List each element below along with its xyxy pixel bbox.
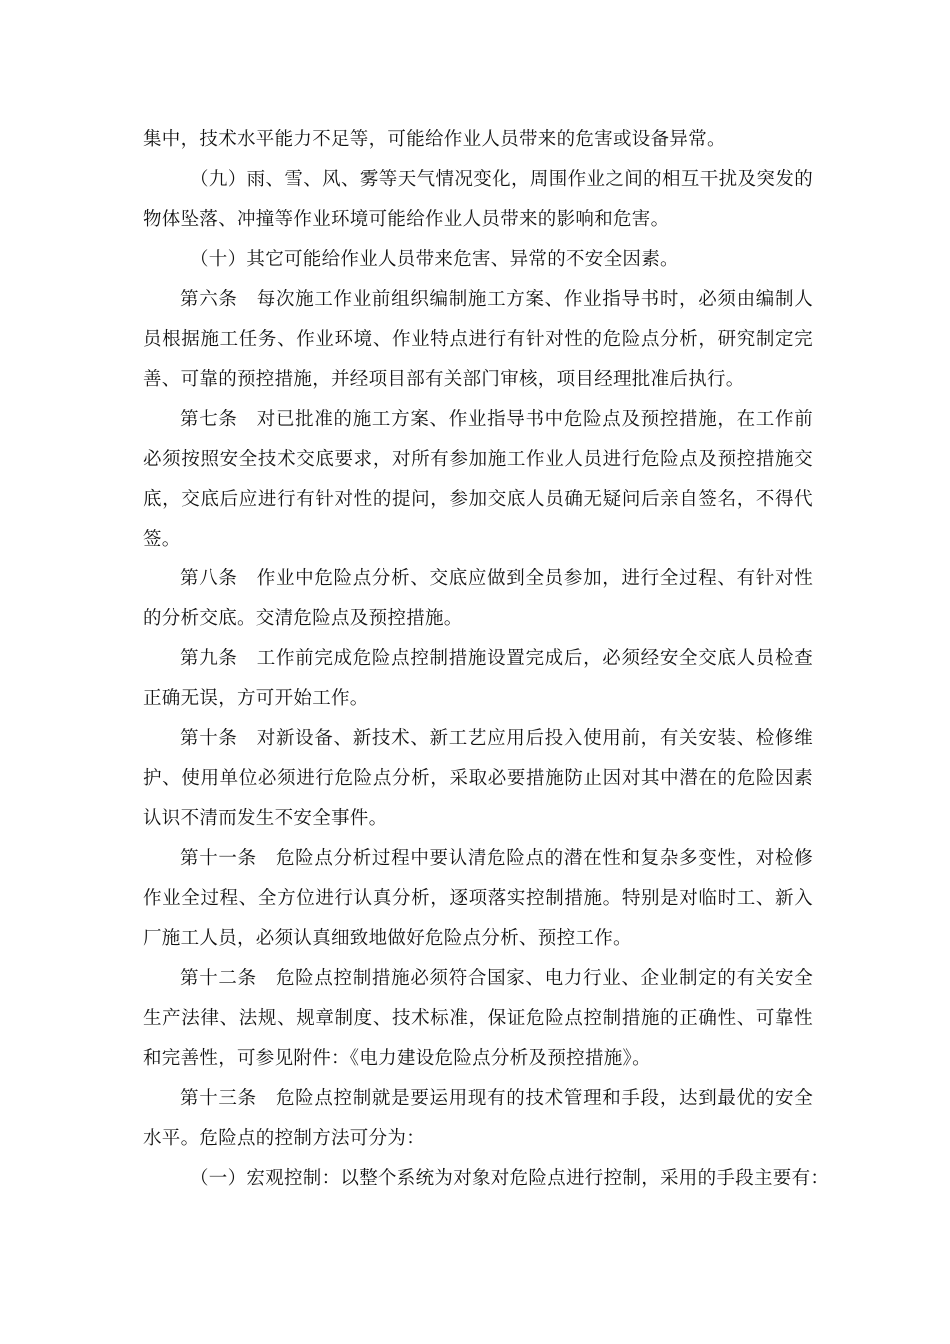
paragraph-line: 集中，技术水平能力不足等，可能给作业人员带来的危害或设备异常。 <box>143 129 726 150</box>
paragraph-line: 厂施工人员，必须认真细致地做好危险点分析、预控工作。 <box>143 928 632 949</box>
paragraph-line: 第六条 每次施工作业前组织编制施工方案、作业指导书时，必须由编制人 <box>180 289 813 310</box>
paragraph-line: 第九条 工作前完成危险点控制措施设置完成后，必须经安全交底人员检查 <box>180 648 813 669</box>
paragraph-line: 正确无误，方可开始工作。 <box>143 688 369 709</box>
paragraph-line: 和完善性，可参见附件：《电力建设危险点分析及预控措施》。 <box>143 1048 651 1069</box>
paragraph-line: 第八条 作业中危险点分析、交底应做到全员参加，进行全过程、有针对性 <box>180 568 813 589</box>
paragraph-line: 善、可靠的预控措施，并经项目部有关部门审核，项目经理批准后执行。 <box>143 369 745 390</box>
paragraph-line: 的分析交底。交清危险点及预控措施。 <box>143 608 463 629</box>
paragraph-line: 第七条 对已批准的施工方案、作业指导书中危险点及预控措施，在工作前 <box>180 409 813 430</box>
paragraph-line: 第十三条 危险点控制就是要运用现有的技术管理和手段，达到最优的安全 <box>180 1088 813 1109</box>
paragraph-line: 第十一条 危险点分析过程中要认清危险点的潜在性和复杂多变性，对检修 <box>180 848 813 869</box>
paragraph-line: 员根据施工任务、作业环境、作业特点进行有针对性的危险点分析，研究制定完 <box>143 329 813 350</box>
paragraph-line: 物体坠落、冲撞等作业环境可能给作业人员带来的影响和危害。 <box>143 209 670 230</box>
paragraph-line: （一）宏观控制：以整个系统为对象对危险点进行控制，采用的手段主要有： <box>190 1168 830 1189</box>
paragraph-line: 护、使用单位必须进行危险点分析，采取必要措施防止因对其中潜在的危险因素 <box>143 768 813 789</box>
paragraph-line: 水平。危险点的控制方法可分为： <box>143 1128 426 1149</box>
paragraph-line: 必须按照安全技术交底要求，对所有参加施工作业人员进行危险点及预控措施交 <box>143 449 813 470</box>
paragraph-line: （十）其它可能给作业人员带来危害、异常的不安全因素。 <box>190 249 679 270</box>
paragraph-line: 第十二条 危险点控制措施必须符合国家、电力行业、企业制定的有关安全 <box>180 968 813 989</box>
paragraph-line: 认识不清而发生不安全事件。 <box>143 808 388 829</box>
paragraph-line: 第十条 对新设备、新技术、新工艺应用后投入使用前，有关安装、检修维 <box>180 728 813 749</box>
paragraph-line: 作业全过程、全方位进行认真分析，逐项落实控制措施。特别是对临时工、新入 <box>143 888 813 909</box>
paragraph-line: 签。 <box>143 529 181 550</box>
paragraph-line: （九）雨、雪、风、雾等天气情况变化，周围作业之间的相互干扰及突发的 <box>190 169 813 190</box>
paragraph-line: 底，交底后应进行有针对性的提问，参加交底人员确无疑问后亲自签名，不得代 <box>143 489 813 510</box>
paragraph-line: 生产法律、法规、规章制度、技术标准，保证危险点控制措施的正确性、可靠性 <box>143 1008 813 1029</box>
